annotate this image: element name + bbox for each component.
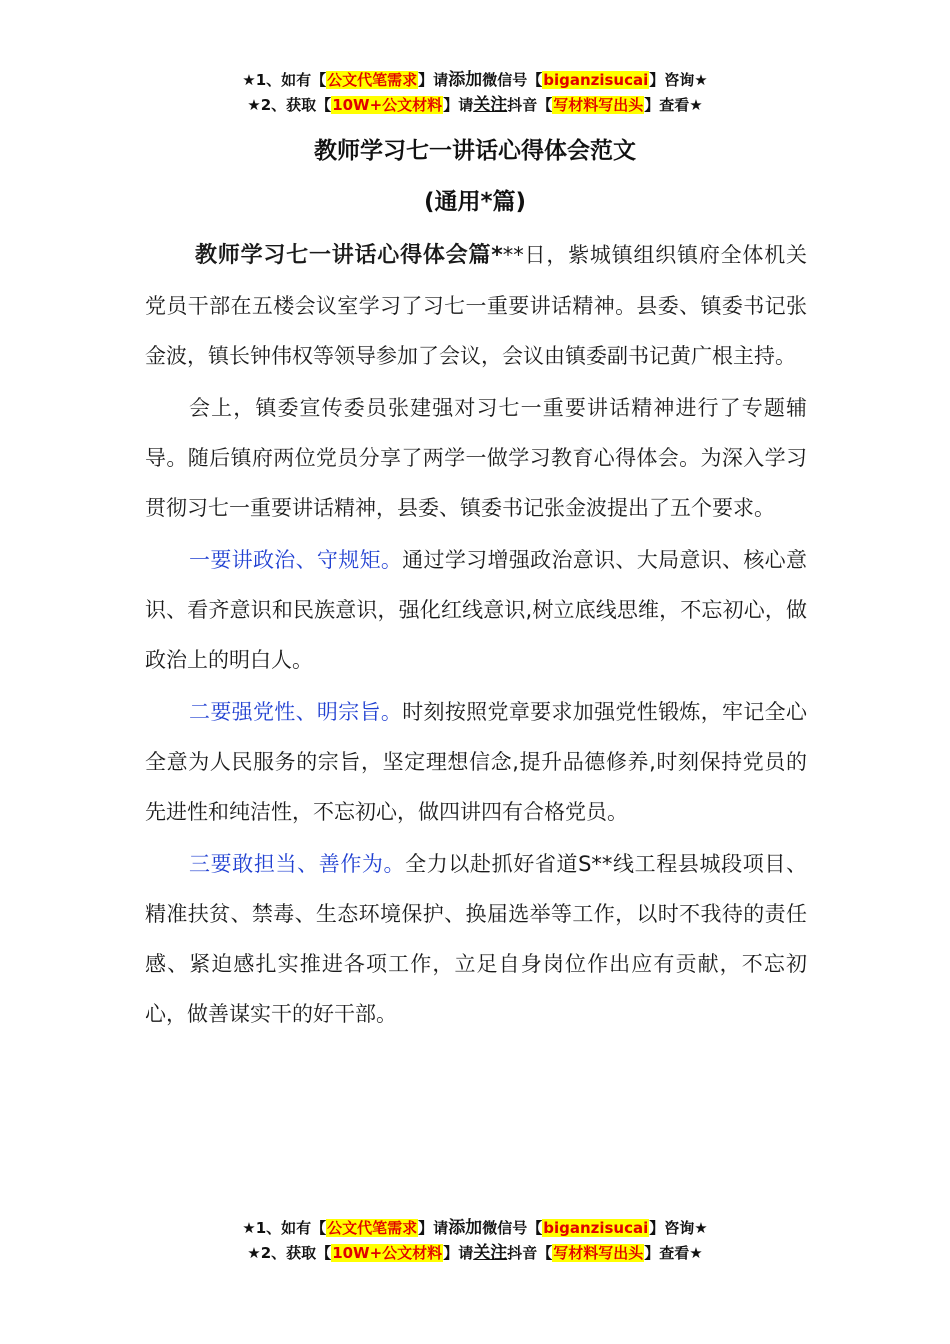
paragraph-5: 三要敢担当、善作为。全力以赴抓好省道S**线工程县城段项目、精准扶贫、禁毒、生态环境保护、换届选举等工作，以时不我待的责任感、紧迫感扎实推进各项工作，立足自身岗位作出应有贡献，不忘初心，做善谋实干的好干部。 [145,852,807,1026]
paragraph-3: 一要讲政治、守规矩。通过学习增强政治意识、大局意识、核心意识、看齐意识和民族意识，强化红线意识,树立底线思维，不忘初心，做政治上的明白人。 [145,548,808,672]
emphasis-follow: 关注 [473,95,508,115]
highlight-douyin-id: 写材料写出头 [553,1244,644,1262]
footer-banner [0,1216,950,1266]
highlight-wechat-id: biganzisucai [543,71,649,89]
highlight-wechat-id: biganzisucai [543,1219,649,1237]
requirement-1-heading: 一要讲政治、守规矩。 [189,548,403,572]
paragraph-4: 二要强党性、明宗旨。时刻按照党章要求加强党性锻炼，牢记全心全意为人民服务的宗旨，坚定理想信念,提升品德修养,时刻保持党员的先进性和纯洁性，不忘初心，做四讲四有合格党员。 [145,700,808,824]
highlight-douyin-id: 写材料写出头 [553,96,644,114]
document-body [145,230,807,1041]
emphasis-add: 添加 [448,70,483,90]
highlight-service: 公文代笔需求 [327,1219,418,1237]
document-title: 教师学习七一讲话心得体会范文 [314,138,636,164]
highlight-service: 公文代笔需求 [327,71,418,89]
requirement-3-heading: 三要敢担当、善作为。 [189,852,406,876]
paragraph-1: 教师学习七一讲话心得体会篇***日，紫城镇组织镇府全体机关党员干部在五楼会议室学习了习七一重要讲话精神。县委、镇委书记张金波，镇长钟伟权等领导参加了会议，会议由镇委副书记黄广根主持。 [145,243,807,368]
highlight-materials: 10W+公文材料 [332,1244,443,1262]
paragraph-2: 会上，镇委宣传委员张建强对习七一重要讲话精神进行了专题辅导。随后镇府两位党员分享了两学一做学习教育心得体会。为深入学习贯彻习七一重要讲话精神，县委、镇委书记张金波提出了五个要求。 [145,396,807,520]
emphasis-follow: 关注 [473,1243,508,1263]
emphasis-add: 添加 [448,1218,483,1238]
highlight-materials: 10W+公文材料 [332,96,443,114]
banner-line-1-footer: ★1、如有【公文代笔需求】请添加微信号【biganzisucai】咨询★ [242,1218,708,1238]
header-banner [0,68,950,118]
banner-line-2: ★2、获取【10W+公文材料】请关注抖音【写材料写出头】查看★ [247,95,703,115]
paragraph-1-heading: 教师学习七一讲话心得体会篇* [195,243,503,268]
requirement-2-heading: 二要强党性、明宗旨。 [189,700,403,724]
banner-line-1: ★1、如有【公文代笔需求】请添加微信号【biganzisucai】咨询★ [242,70,708,90]
document-subtitle: (通用*篇) [423,189,527,215]
banner-line-2-footer: ★2、获取【10W+公文材料】请关注抖音【写材料写出头】查看★ [247,1243,703,1263]
